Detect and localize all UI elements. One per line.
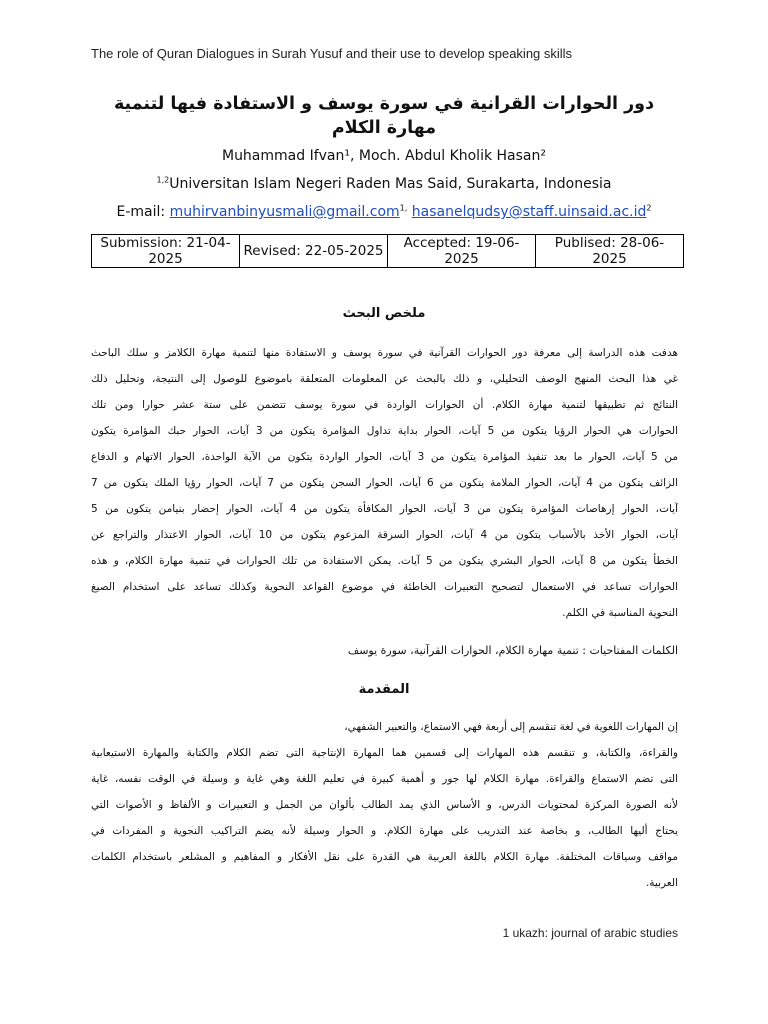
abstract-line: آيات، الحوار الأخذ بالأسباب يتكون من 4 آيات، الحوار السرقة المزعوم يتكون من 10 آيات، الحوار الاعتذار والتراجع عن xyxy=(91,529,678,541)
introduction-line: لأنه الصورة المركزة لمحتويات الدرس، و الأساس الذي يمد الطالب بألوان من الجمل و التعبيرات و الألفاظ و الأصوات التي xyxy=(91,799,678,811)
email-superscript-1: 1, xyxy=(399,203,408,213)
abstract-line: الخطأ يتكون من 8 آيات، الحوار البشري يتكون من 5 آيات. يمكن الاستفادة من تلك الحوارات في تنمية مهارة الكلام، و هذه xyxy=(91,555,678,567)
abstract-line: الحوارات هي الحوار الرؤيا يتكون من 5 آيات، الحوار بداية تداول المؤامرة يتكون من 3 آيات، الحوار حبك المؤامرة يتكون xyxy=(91,425,678,437)
introduction-line: والقراءة، والكتابة، و تنقسم هذه المهارات إلى قسمين هما المهارة الإنتاجية التى تضم الكلام والكتابة والمهارة الاستيعابية xyxy=(91,747,678,759)
abstract-line: النتائج ثم تطبيقها لتنمية مهارة الكلام. أن الحوارات الواردة في سورة يوسف تتضمن على ستة عشر حوارا ومن تلك xyxy=(91,399,678,411)
running-header: The role of Quran Dialogues in Surah Yusuf and their use to develop speaking skills xyxy=(91,46,573,61)
introduction-paragraph xyxy=(91,714,678,896)
author-list: Muhammad Ifvan¹, Moch. Abdul Kholik Hasan² xyxy=(221,148,546,164)
introduction-line: التى تضم الاستماع والقراءة. مهارة الكلام لها جور و أهمية كبيرة في تعليم اللغة وهي غاية و وسيلة في الوقت نفسه، غاية xyxy=(91,773,678,785)
introduction-heading: المقدمة xyxy=(358,682,410,697)
affiliation-superscript: 1,2 xyxy=(156,175,170,185)
keywords: الكلمات المفتاحيات : تنمية مهارة الكلام، الحوارات القرآنية، سورة يوسف xyxy=(347,644,678,657)
published-date-cell: Publised: 28-06-2025 xyxy=(536,235,684,268)
abstract-line: غي هذا البحث المنهج الوصف التحليلي، و ذلك بالبحث عن المعلومات المتعلقة باموضوع للوصول إلى النتيجة، وتحليل ذلك xyxy=(91,373,678,385)
email-line xyxy=(0,204,768,220)
abstract-line: آيات، الحوار إرهاصات المؤامرة يتكون من 3 آيات، الحوار المكافأة يتكون من 4 آيات، الحوار إحضار بنيامن يتكون من 5 xyxy=(91,503,678,515)
introduction-line: إن المهارات اللغوية في لغة تنقسم إلى أربعة فهي الاستماع، والتعبير الشفهي، xyxy=(344,721,678,733)
submission-date-cell: Submission: 21-04-2025 xyxy=(92,235,240,268)
email-link-2[interactable]: hasanelqudsy@staff.uinsaid.ac.id xyxy=(411,204,647,220)
abstract-line: الزائف يتكون من 4 آيات، الحوار الملامة يتكون من 6 آيات، الحوار السجن يتكون من 7 آيات، الحوار رؤيا الملك يتكون من 7 xyxy=(91,477,678,489)
email-label: E-mail: xyxy=(116,204,170,220)
abstract-line: الحوارات تساعد في الاستعمال لتصحيح التعبيرات الخاطئة في موضوع القواعد النحوية وكذلك تساعد على استخدام الصيغ xyxy=(91,581,678,593)
email-superscript-2: 2 xyxy=(646,203,652,213)
abstract-line: النحوية المناسبة في الكلم. xyxy=(562,607,678,619)
abstract-heading: ملخص البحث xyxy=(342,306,426,321)
dates-row xyxy=(92,235,684,268)
introduction-line: العربية. xyxy=(645,877,678,889)
introduction-line: مواقف وسياقات المختلفة. مهارة الكلام باللغة العربية هي القدرة على نقل الأفكار و المفاهيم و المشلعر باستخدام الكلمات xyxy=(91,851,678,863)
abstract-paragraph xyxy=(91,340,678,626)
submission-dates-table xyxy=(91,234,684,268)
introduction-line: يحتاج أليها الطالب، و بخاصة عند التدريب على مهارة الكلام. و الحوار وسيلة لأنه يضم التراكيب النحوية و المفردات في xyxy=(91,825,678,837)
affiliation xyxy=(0,176,768,192)
page-footer: 1 ukazh: journal of arabic studies xyxy=(502,926,678,940)
email-link-1[interactable]: muhirvanbinyusmali@gmail.com xyxy=(169,204,400,220)
abstract-line: هدفت هذه الدراسة إلى معرفة دور الحوارات القرآنية في سورة يوسف و الاستفادة منها لتنمية مهارة الكلامز و سلك الباحث xyxy=(91,347,678,359)
abstract-line: من 5 آيات، الحوار ما بعد تنفيذ المؤامرة يتكون من 3 آيات، الحوار الواردة يتكون من الآية الواحدة، الحوار الاتهام و الدفاع xyxy=(91,451,678,463)
arabic-title: دور الحوارات القرانية في سورة يوسف و الاستفادة فيها لتنمية مهارة الكلام xyxy=(113,94,655,138)
affiliation-text: Universitan Islam Negeri Raden Mas Said, Surakarta, Indonesia xyxy=(169,176,612,192)
accepted-date-cell: Accepted: 19-06-2025 xyxy=(388,235,536,268)
revised-date-cell: Revised: 22-05-2025 xyxy=(240,235,388,268)
